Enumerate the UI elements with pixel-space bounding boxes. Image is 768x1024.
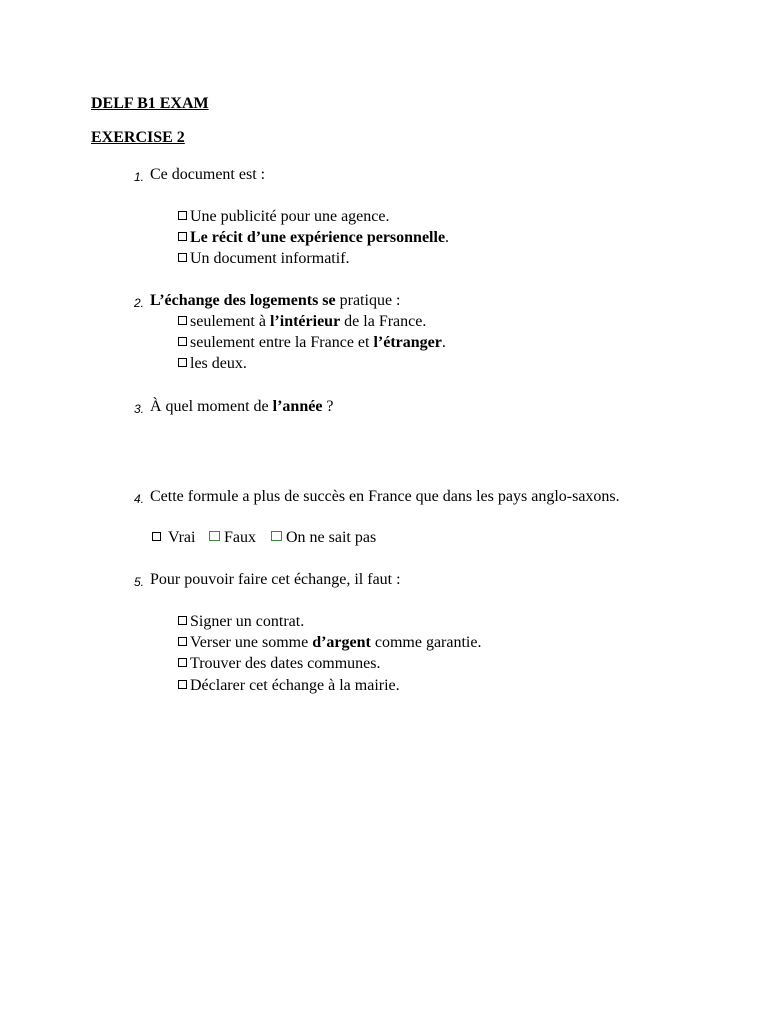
question-number: 3. bbox=[134, 402, 145, 416]
bold-text: d’argent bbox=[312, 634, 371, 651]
question-text bbox=[150, 167, 265, 183]
answer-option bbox=[178, 614, 304, 630]
checkbox-icon[interactable] bbox=[178, 680, 187, 689]
bold-text: Le récit d’une expérience personnelle bbox=[190, 229, 446, 246]
text-segment: Signer un contrat. bbox=[190, 613, 305, 630]
text-segment: les deux. bbox=[190, 355, 247, 372]
question-number: 4. bbox=[134, 492, 145, 506]
text-segment: Pour pouvoir faire cet échange, il faut : bbox=[150, 571, 401, 588]
question-number: 2. bbox=[134, 296, 145, 310]
text-segment: Verser une somme bbox=[190, 634, 313, 651]
text-segment: Une publicité pour une agence. bbox=[190, 208, 390, 225]
text-segment: À quel moment de bbox=[150, 398, 273, 415]
checkbox-icon[interactable] bbox=[271, 531, 282, 541]
text-segment: Un document informatif. bbox=[190, 250, 350, 267]
choice-label: Vrai bbox=[168, 529, 196, 546]
choice-label: Faux bbox=[224, 529, 256, 546]
text-segment: . bbox=[441, 334, 446, 351]
checkbox-icon[interactable] bbox=[178, 658, 187, 667]
text-segment: de la France. bbox=[340, 313, 427, 330]
checkbox-icon[interactable] bbox=[178, 358, 187, 367]
answer-option bbox=[178, 678, 400, 694]
answer-option bbox=[178, 656, 381, 672]
bold-text: se bbox=[322, 292, 336, 309]
checkbox-icon[interactable] bbox=[178, 337, 187, 346]
text-segment: seulement à bbox=[190, 313, 270, 330]
answer-option bbox=[178, 635, 481, 651]
bold-text: l’étranger bbox=[373, 334, 442, 351]
choice-on-ne-sait-pas bbox=[271, 530, 376, 546]
question-text bbox=[150, 572, 401, 588]
checkbox-icon[interactable] bbox=[178, 253, 187, 262]
text-segment: ? bbox=[322, 398, 334, 415]
checkbox-icon[interactable] bbox=[178, 637, 187, 646]
checkbox-icon[interactable] bbox=[178, 211, 187, 220]
text-segment: Déclarer cet échange à la mairie. bbox=[190, 677, 400, 694]
question-text bbox=[150, 489, 620, 505]
answer-option bbox=[178, 335, 446, 351]
bold-text: l’intérieur bbox=[269, 313, 341, 330]
choice-label: On ne sait pas bbox=[286, 529, 377, 546]
document-title: DELF B1 EXAM bbox=[91, 95, 209, 112]
checkbox-icon[interactable] bbox=[178, 616, 187, 625]
answer-option bbox=[178, 314, 426, 330]
text-segment: Cette formule a plus de succès en France que dans les pays anglo-saxons. bbox=[150, 488, 620, 505]
answer-option bbox=[178, 230, 449, 246]
bold-text: l’année bbox=[272, 398, 323, 415]
bold-text: L’échange des logements bbox=[150, 292, 319, 309]
checkbox-icon[interactable] bbox=[178, 232, 187, 241]
choice-vrai bbox=[152, 530, 195, 546]
text-segment: Ce document est : bbox=[150, 166, 266, 183]
question-text bbox=[150, 399, 334, 415]
text-segment: seulement entre la France et bbox=[190, 334, 374, 351]
text-segment: Trouver des dates communes. bbox=[190, 655, 381, 672]
question-number: 1. bbox=[134, 170, 145, 184]
text-segment: . bbox=[445, 229, 450, 246]
choice-faux bbox=[209, 530, 256, 546]
text-segment: pratique : bbox=[335, 292, 401, 309]
answer-option bbox=[178, 356, 247, 372]
question-number: 5. bbox=[134, 575, 145, 589]
answer-option bbox=[178, 209, 389, 225]
text-segment: comme garantie. bbox=[370, 634, 482, 651]
question-text bbox=[150, 293, 401, 309]
answer-option bbox=[178, 251, 350, 267]
checkbox-icon[interactable] bbox=[209, 531, 220, 541]
checkbox-icon[interactable] bbox=[152, 532, 161, 541]
exercise-title: EXERCISE 2 bbox=[91, 129, 185, 146]
checkbox-icon[interactable] bbox=[178, 316, 187, 325]
